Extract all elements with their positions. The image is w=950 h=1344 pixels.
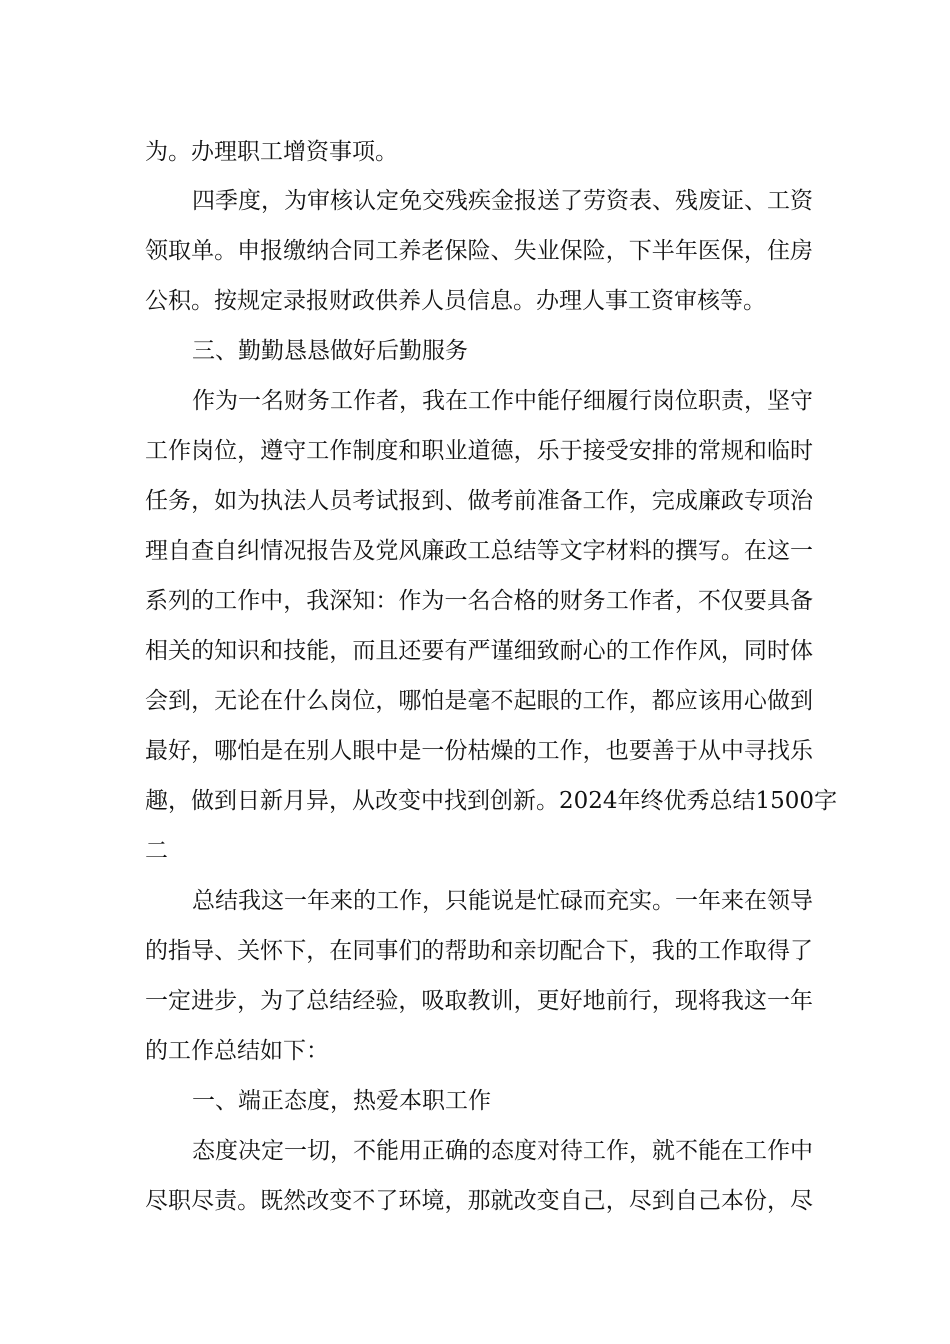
text-line: 二 [145, 838, 168, 864]
text-line: 会到，无论在什么岗位，哪怕是毫不起眼的工作，都应该用心做到 [145, 688, 813, 714]
text-line: 的指导、关怀下，在同事们的帮助和亲切配合下，我的工作取得了 [145, 938, 813, 964]
text-line: 任务，如为执法人员考试报到、做考前准备工作，完成廉政专项治 [145, 488, 813, 514]
text-line: 系列的工作中，我深知：作为一名合格的财务工作者，不仅要具备 [145, 588, 813, 614]
text-line: 尽职尽责。既然改变不了环境，那就改变自己，尽到自己本份，尽 [145, 1188, 813, 1214]
text-line: 相关的知识和技能，而且还要有严谨细致耐心的工作作风，同时体 [145, 638, 813, 664]
text-line: 总结我这一年来的工作，只能说是忙碌而充实。一年来在领导 [192, 888, 813, 914]
text-line: 公积。按规定录报财政供养人员信息。办理人事工资审核等。 [145, 288, 766, 314]
text-line: 态度决定一切，不能用正确的态度对待工作，就不能在工作中 [192, 1138, 813, 1164]
text-line: 最好，哪怕是在别人眼中是一份枯燥的工作，也要善于从中寻找乐 [145, 738, 813, 764]
text-line: 理自查自纠情况报告及党风廉政工总结等文字材料的撰写。在这一 [145, 538, 813, 564]
section-heading: 一、端正态度，热爱本职工作 [192, 1088, 491, 1114]
text-line: 为。办理职工增资事项。 [145, 139, 398, 165]
text-line: 的工作总结如下： [145, 1038, 329, 1064]
text-line: 四季度，为审核认定免交残疾金报送了劳资表、残废证、工资 [192, 188, 813, 214]
text-line: 一定进步，为了总结经验，吸取教训，更好地前行，现将我这一年 [145, 988, 813, 1014]
text-line: 工作岗位，遵守工作制度和职业道德，乐于接受安排的常规和临时 [145, 438, 813, 464]
text-line: 趣，做到日新月异，从改变中找到创新。2024年终优秀总结1500字 [145, 788, 838, 814]
text-line: 作为一名财务工作者，我在工作中能仔细履行岗位职责，坚守 [192, 388, 813, 414]
text-line: 领取单。申报缴纳合同工养老保险、失业保险，下半年医保，住房 [145, 238, 813, 264]
section-heading: 三、勤勤恳恳做好后勤服务 [192, 338, 468, 364]
